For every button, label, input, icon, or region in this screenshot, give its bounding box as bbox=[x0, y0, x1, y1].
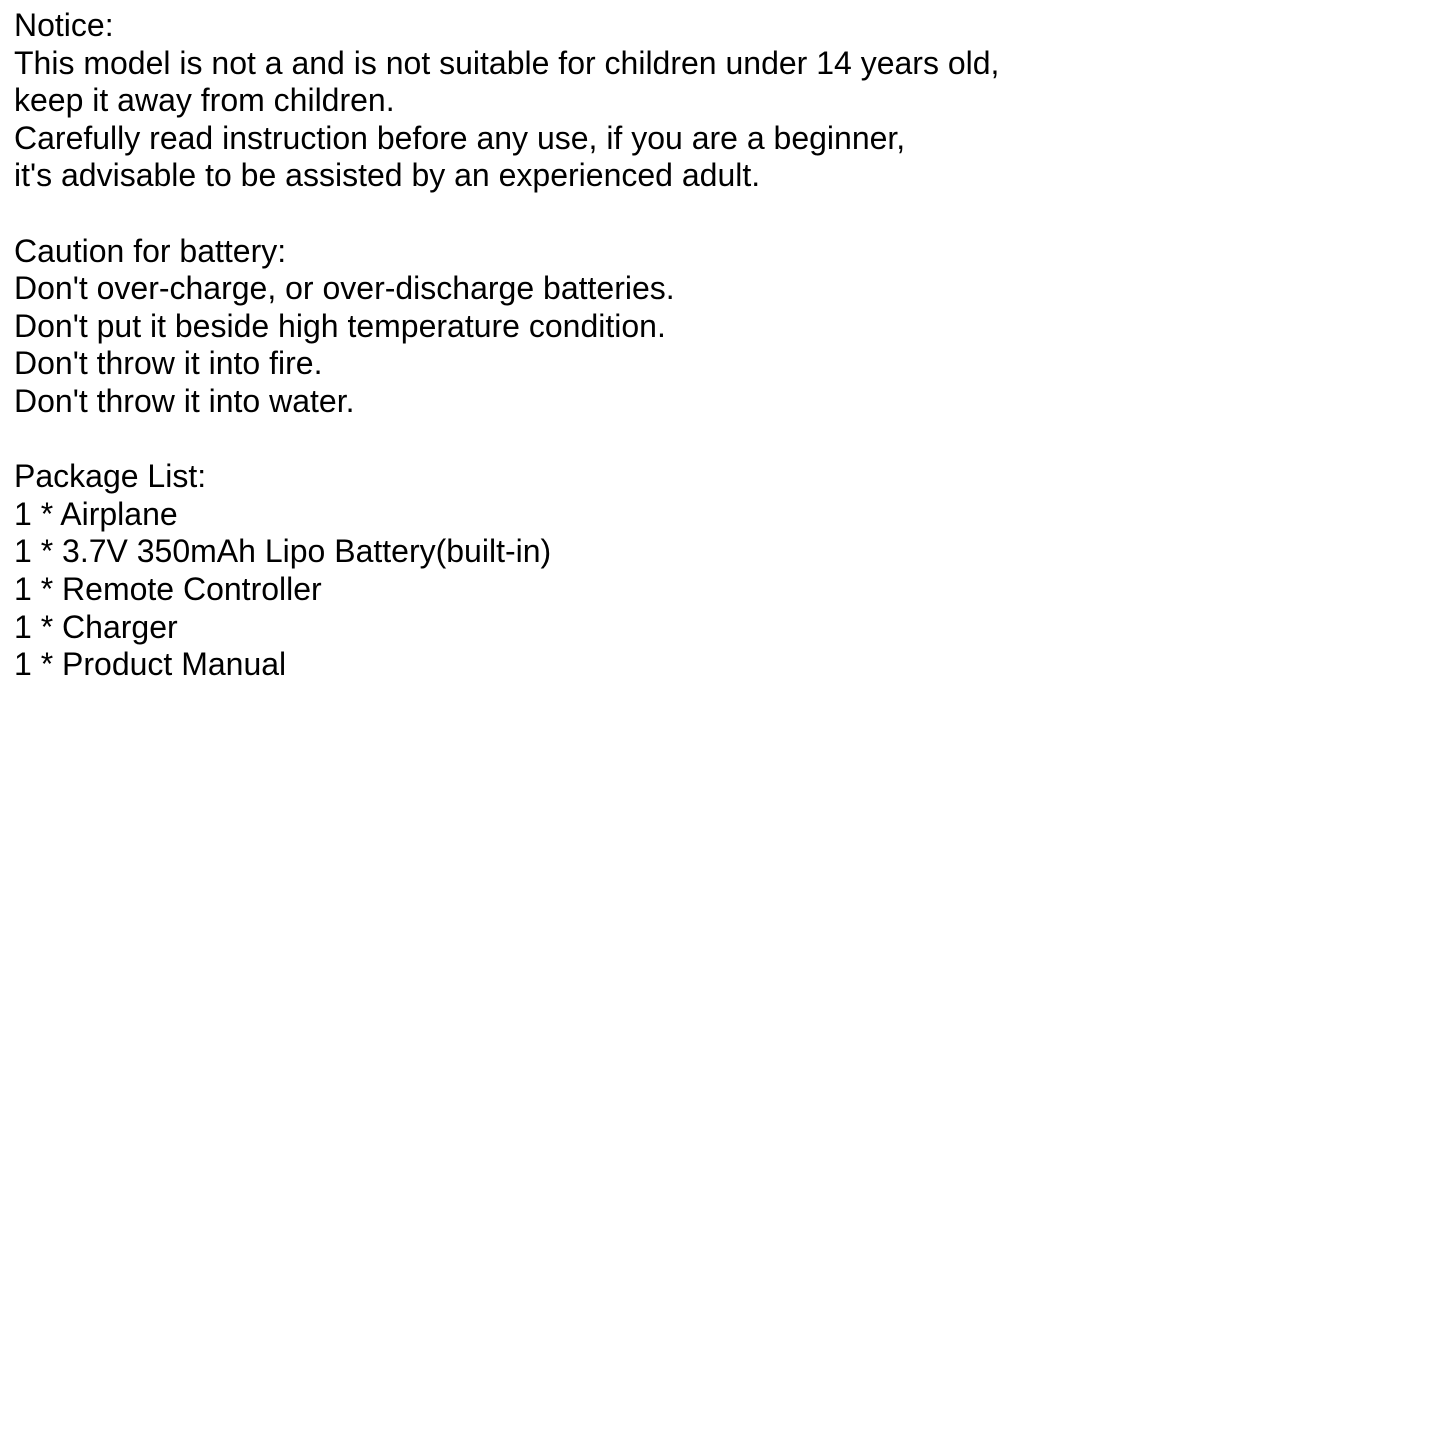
notice-heading: Notice: bbox=[14, 7, 114, 43]
battery-caution-section bbox=[14, 233, 1414, 421]
battery-caution-heading: Caution for battery: bbox=[14, 232, 287, 269]
section-spacer bbox=[14, 195, 1414, 233]
battery-caution-line: Don't throw it into fire. bbox=[14, 345, 323, 382]
package-list-item: 1 * Charger bbox=[14, 608, 178, 645]
battery-caution-line: Don't put it beside high temperature condition. bbox=[14, 307, 666, 344]
notice-line: it's advisable to be assisted by an experienced adult. bbox=[14, 157, 761, 194]
battery-caution-line: Don't throw it into water. bbox=[14, 382, 355, 419]
package-list-item: 1 * Airplane bbox=[14, 495, 178, 532]
package-list-item: 1 * 3.7V 350mAh Lipo Battery(built-in) bbox=[14, 533, 552, 570]
battery-caution-line: Don't over-charge, or over-discharge batteries. bbox=[14, 270, 675, 307]
package-list-section bbox=[14, 458, 1414, 684]
document-body bbox=[14, 7, 1414, 684]
section-spacer bbox=[14, 421, 1414, 459]
package-list-item: 1 * Product Manual bbox=[14, 646, 287, 683]
notice-line: This model is not a and is not suitable for children under 14 years old, bbox=[14, 44, 1000, 81]
package-list-item: 1 * Remote Controller bbox=[14, 570, 322, 607]
notice-section bbox=[14, 7, 1414, 195]
package-list-heading: Package List: bbox=[14, 458, 207, 495]
notice-line: Carefully read instruction before any use, if you are a beginner, bbox=[14, 119, 906, 156]
notice-line: keep it away from children. bbox=[14, 82, 395, 119]
